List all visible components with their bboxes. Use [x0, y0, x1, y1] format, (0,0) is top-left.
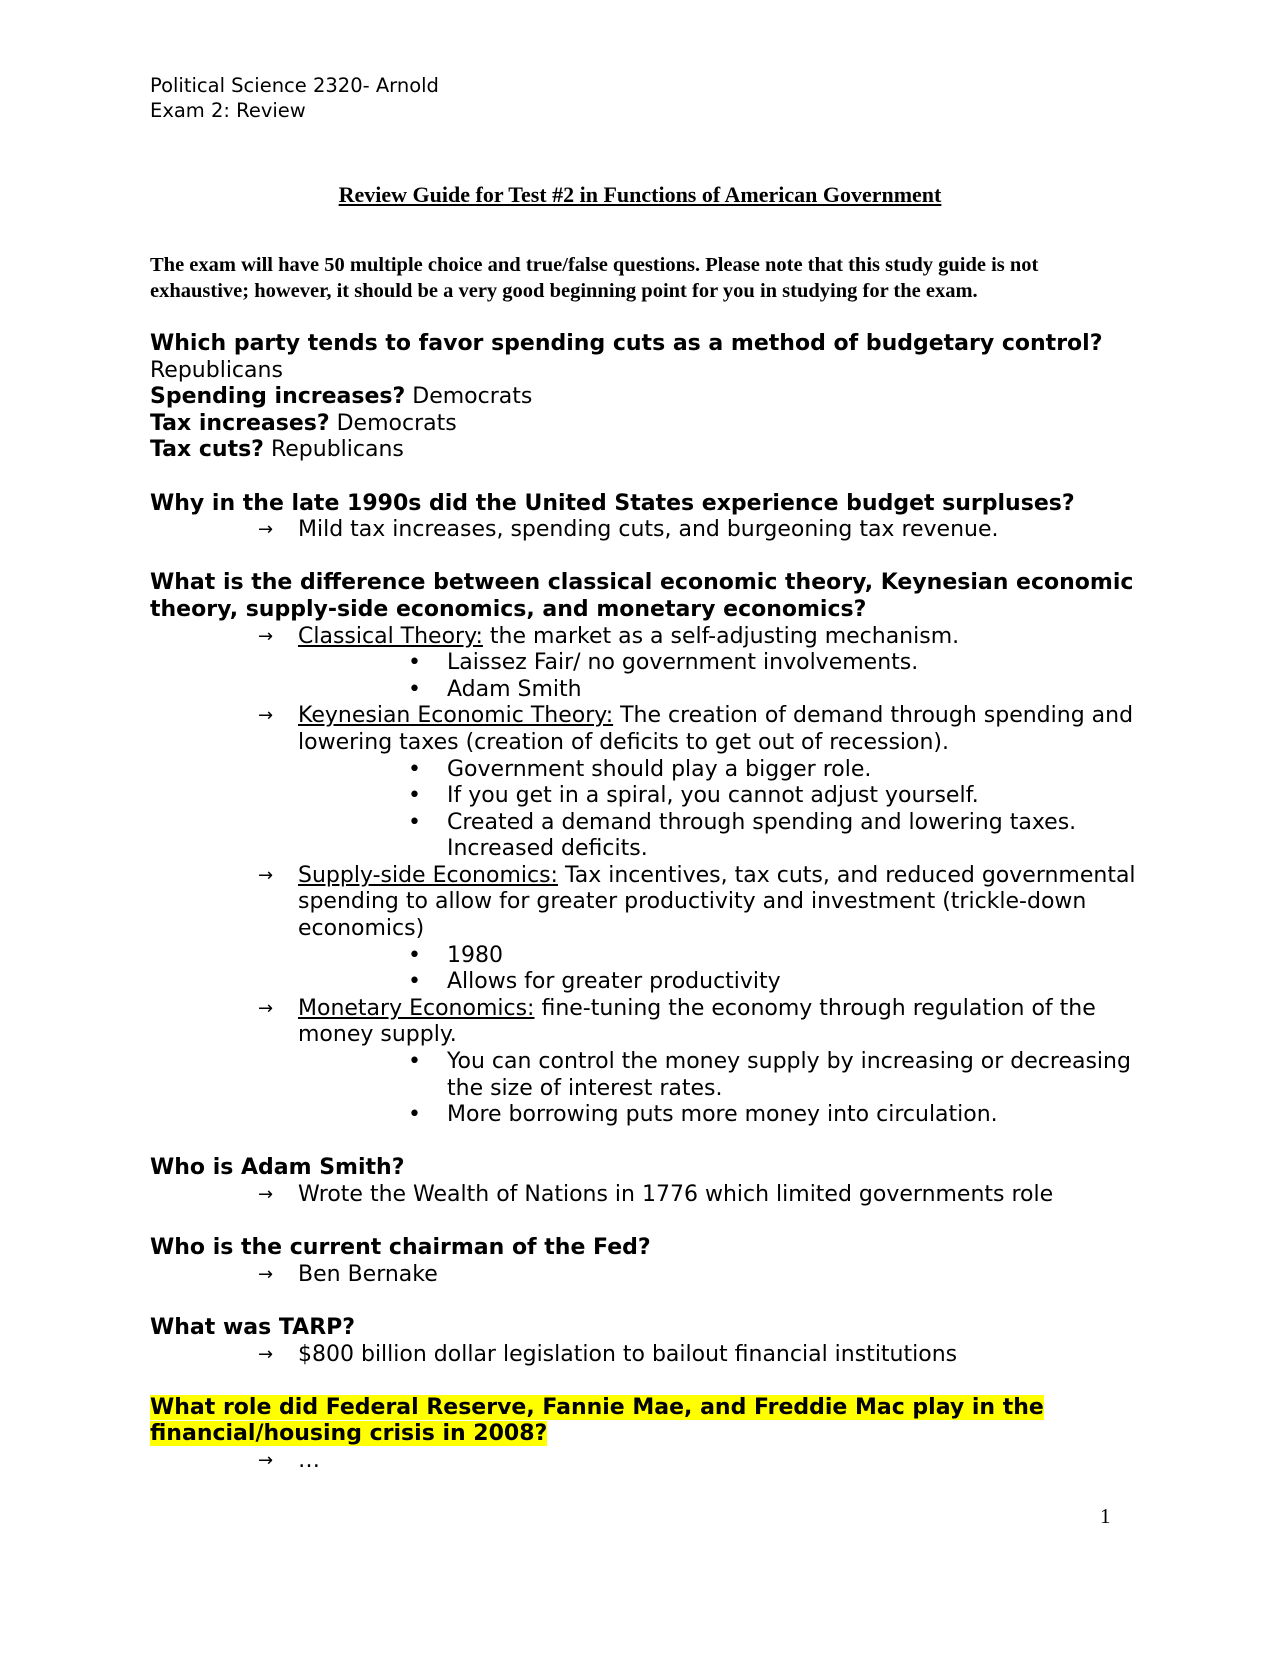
party-answer: Republicans	[150, 357, 283, 383]
arrow-icon: →	[258, 1343, 274, 1365]
theories-question: What is the difference between classical economic theory, Keynesian economic theory, supply-side economics, and monetary economics?	[150, 570, 1134, 622]
supply-side-line	[150, 863, 1150, 943]
list-item	[150, 1102, 1150, 1129]
crisis-question: What role did Federal Reserve, Fannie Mae, and Freddie Mac play in the financial/housing crisis in 2008?	[150, 1394, 1044, 1447]
spending-increase-answer: Democrats	[405, 384, 533, 410]
crisis-question-block	[150, 1395, 1150, 1448]
arrow-icon: →	[258, 625, 274, 647]
fed-question: Who is the current chairman of the Fed?	[150, 1235, 651, 1261]
list-item	[150, 810, 1150, 863]
supply-side-def: Tax incentives, tax cuts, and reduced governmental spending to allow for greater productivity and investment (trickle-down economics)	[298, 862, 1136, 942]
arrow-icon: →	[258, 1263, 274, 1285]
tax-increase-question: Tax increases?	[150, 410, 330, 436]
tarp-answer-line	[150, 1342, 1150, 1369]
smith-answer-line	[150, 1182, 1150, 1209]
bullet-text: Government should play a bigger role.	[447, 756, 872, 782]
bullet-text: If you get in a spiral, you cannot adjust yourself.	[447, 783, 979, 809]
keynesian-line	[150, 703, 1150, 756]
tarp-answer: $800 billion dollar legislation to bailout financial institutions	[298, 1341, 958, 1367]
list-item	[150, 783, 1150, 810]
crisis-answer-line	[150, 1448, 1150, 1475]
spending-increase-line	[150, 384, 1150, 411]
arrow-icon: →	[258, 864, 274, 886]
bullet-text: Adam Smith	[447, 676, 582, 702]
smith-answer: Wrote the Wealth of Nations in 1776 which limited governments role	[298, 1182, 1054, 1207]
tax-cut-answer: Republicans	[263, 437, 404, 463]
arrow-icon: →	[258, 1184, 274, 1205]
bullet-icon: •	[408, 756, 421, 782]
intro-paragraph: The exam will have 50 multiple choice and true/false questions. Please note that this study guide is not exhaustive; however, it should be a very good beginning point for you in studying for the exam.	[150, 254, 1039, 302]
page-number: 1	[1100, 1504, 1111, 1528]
bullet-text: Laissez Fair/ no government involvements.	[447, 650, 919, 676]
bullet-icon: •	[408, 650, 421, 676]
list-item	[150, 650, 1150, 677]
bullet-text: 1980	[447, 942, 503, 968]
spending-increase-question: Spending increases?	[150, 384, 406, 410]
keynesian-term: Keynesian Economic Theory:	[298, 703, 614, 729]
surplus-answer-line	[150, 517, 1150, 544]
list-item	[150, 969, 1150, 996]
monetary-def: fine-tuning the economy through regulation of the money supply.	[298, 995, 1096, 1048]
list-item	[150, 943, 1150, 970]
surplus-answer: Mild tax increases, spending cuts, and burgeoning tax revenue.	[298, 517, 999, 543]
course-line: Political Science 2320- Arnold	[150, 74, 439, 97]
party-question-block	[150, 331, 1150, 384]
bullet-icon: •	[408, 676, 421, 702]
exam-line: Exam 2: Review	[150, 99, 306, 122]
page-title: Review Guide for Test #2 in Functions of American Government	[338, 182, 942, 207]
tax-increase-answer: Democrats	[329, 410, 457, 436]
classical-line	[150, 624, 1150, 651]
document-header	[150, 73, 439, 123]
bullet-icon: •	[408, 1102, 421, 1128]
review-content	[150, 331, 1150, 1475]
surplus-question: Why in the late 1990s did the United States experience budget surpluses?	[150, 490, 1075, 516]
party-question: Which party tends to favor spending cuts as a method of budgetary control?	[150, 331, 1103, 356]
bullet-text: You can control the money supply by increasing or decreasing the size of interest rates.	[447, 1049, 1131, 1101]
keynesian-def: The creation of demand through spending and lowering taxes (creation of deficits to get out of recession).	[298, 703, 1134, 755]
arrow-icon: →	[258, 1449, 274, 1471]
crisis-answer: …	[298, 1447, 320, 1473]
smith-question: Who is Adam Smith?	[150, 1155, 405, 1181]
bullet-icon: •	[408, 809, 421, 835]
tax-increase-line	[150, 411, 1150, 438]
monetary-line	[150, 996, 1150, 1049]
bullet-icon: •	[408, 783, 421, 809]
list-item	[150, 757, 1150, 784]
monetary-term: Monetary Economics:	[298, 995, 535, 1021]
supply-side-term: Supply-side Economics:	[298, 862, 558, 888]
tax-cut-question: Tax cuts?	[150, 437, 264, 463]
classical-def: the market as a self-adjusting mechanism.	[482, 623, 960, 649]
fed-answer-line	[150, 1262, 1150, 1289]
classical-term: Classical Theory:	[298, 623, 483, 649]
list-item	[150, 1049, 1150, 1102]
tax-cut-line	[150, 437, 1150, 464]
tarp-question: What was TARP?	[150, 1314, 356, 1340]
bullet-text: Allows for greater productivity	[447, 969, 781, 995]
list-item	[150, 677, 1150, 704]
fed-answer: Ben Bernake	[298, 1261, 438, 1287]
bullet-icon: •	[408, 942, 421, 968]
arrow-icon: →	[258, 519, 274, 541]
arrow-icon: →	[258, 997, 274, 1019]
arrow-icon: →	[258, 705, 274, 727]
bullet-icon: •	[408, 969, 421, 995]
bullet-icon: •	[408, 1049, 421, 1075]
bullet-text: More borrowing puts more money into circulation.	[447, 1102, 998, 1128]
bullet-text: Created a demand through spending and lowering taxes. Increased deficits.	[447, 809, 1077, 862]
